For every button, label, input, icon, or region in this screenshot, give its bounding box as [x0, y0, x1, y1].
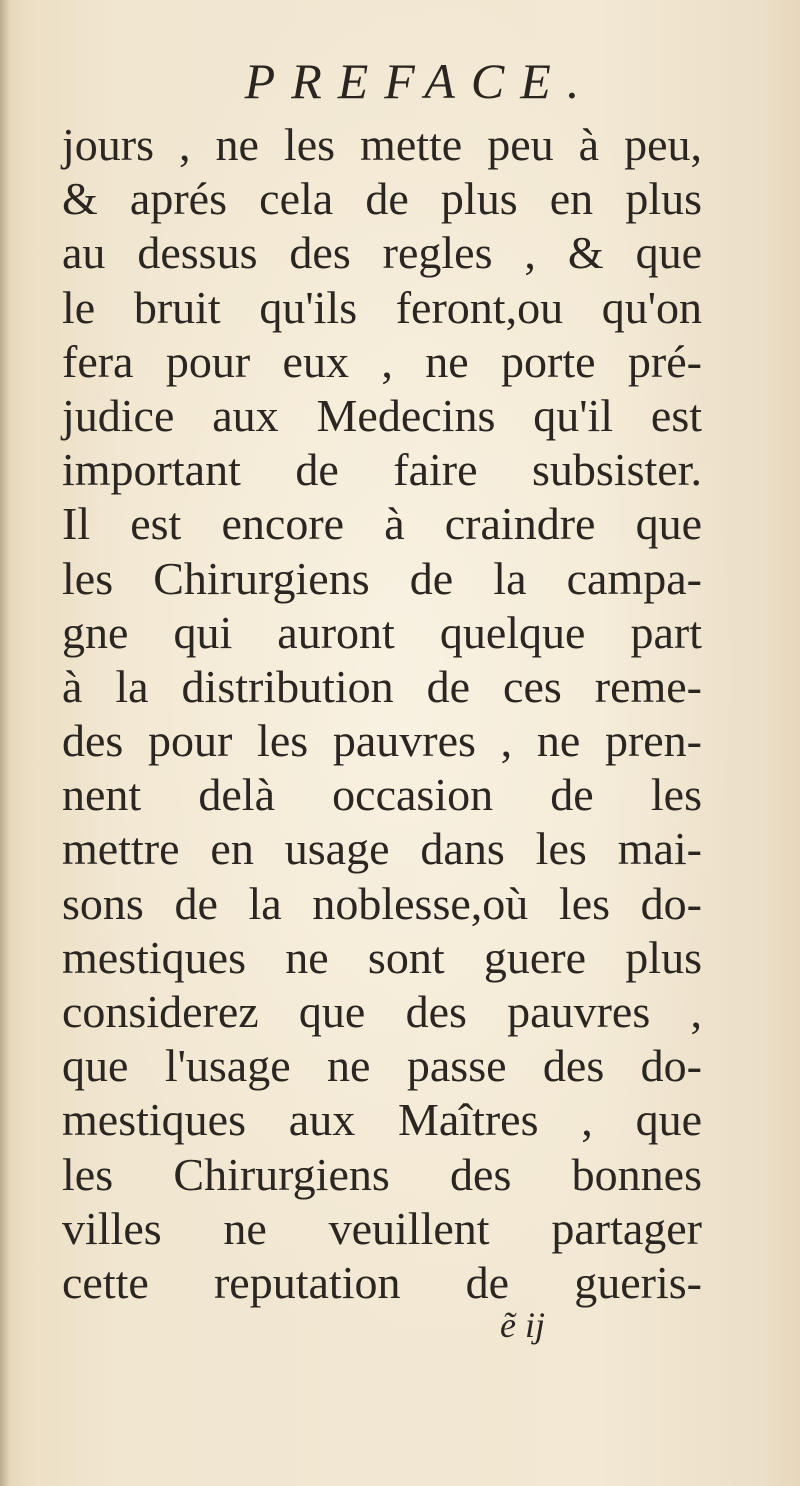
text-line: le bruit qu'ils feront,ou qu'on	[62, 281, 702, 333]
text-line: considerez que des pauvres ,	[62, 986, 702, 1037]
text-line: cette reputation de gueris-	[62, 1256, 702, 1308]
text-line: nent delà occasion de les	[62, 769, 702, 821]
text-line: judice aux Medecins qu'il est	[62, 389, 702, 441]
text-line: Il est encore à craindre que	[62, 498, 702, 550]
text-line: mestiques ne sont guere plus	[62, 931, 702, 983]
text-line: mestiques aux Maîtres , que	[62, 1094, 702, 1146]
text-line: important de faire subsister.	[62, 444, 702, 496]
body-text	[62, 118, 702, 1310]
running-head: PREFACE.	[244, 53, 596, 109]
text-line: que l'usage ne passe des do-	[62, 1040, 702, 1092]
text-line: jours , ne les mette peu à peu,	[62, 119, 702, 170]
text-line: villes ne veuillent partager	[62, 1202, 702, 1254]
text-line: les Chirurgiens des bonnes	[62, 1148, 702, 1200]
text-line: des pour les pauvres , ne pren-	[62, 715, 702, 767]
text-line: fera pour eux , ne porte pré-	[62, 335, 702, 387]
signature-mark: ẽ ij	[500, 1305, 545, 1345]
text-line: & aprés cela de plus en plus	[62, 173, 702, 225]
text-line: mettre en usage dans les mai-	[62, 823, 702, 875]
text-line: sons de la noblesse,où les do-	[62, 877, 702, 929]
text-line: gne qui auront quelque part	[62, 606, 702, 658]
text-line: à la distribution de ces reme-	[62, 660, 702, 712]
text-line: les Chirurgiens de la campa-	[62, 552, 702, 604]
text-line: au dessus des regles , & que	[62, 227, 702, 279]
